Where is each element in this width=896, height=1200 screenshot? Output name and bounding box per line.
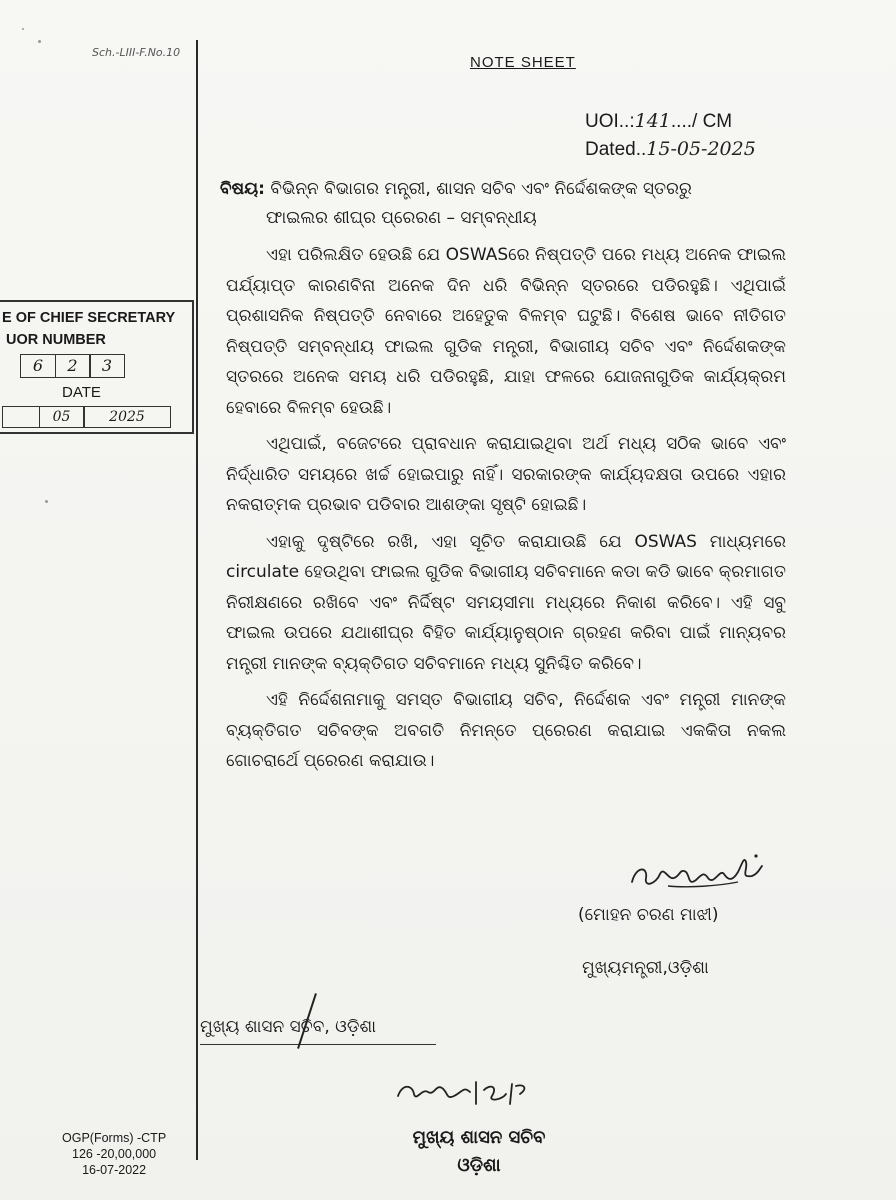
uoi-reference <box>585 110 732 133</box>
date-month-box: 05 <box>39 406 85 428</box>
addressee-underline <box>200 1044 436 1045</box>
ogp-line-3: 16-07-2022 <box>82 1163 147 1177</box>
stamp-uor-boxes <box>20 354 124 378</box>
date-year-box: 2025 <box>83 406 171 428</box>
signature-scribble-icon <box>628 848 768 896</box>
dated-prefix: Dated.. <box>585 139 647 160</box>
uoi-suffix: ..../ CM <box>670 111 733 132</box>
ogp-print-info <box>62 1130 166 1178</box>
chief-secretary-stamp <box>0 300 194 434</box>
paragraph-1: ଏହା ପରିଲକ୍ଷିତ ହେଉଛି ଯେ OSWASରେ ନିଷ୍ପତ୍ତି ପରେ ମଧ୍ୟ ଅନେକ ଫାଇଲ ପର୍ଯ୍ୟାପ୍ତ କାରଣବିନା ଅନେକ ଦିନ ଧରି ବିଭିନ୍ନ ସ୍ତରରେ ପଡିରହୁଛି। ଏଥିପାଇଁ ପ୍ରଶାସନିକ ନିଷ୍ପତ୍ତି ନେବାରେ ଅହେତୁକ ବିଳମ୍ବ ଘଟୁଛି। ବିଶେଷ ଭାବେ ନୀତିଗତ ନିଷ୍ପତ୍ତି ସମ୍ବନ୍ଧୀୟ ଫାଇଲ ଗୁଡିକ ମନ୍ତ୍ରୀ, ବିଭାଗୀୟ ସଚିବ ଏବଂ ନିର୍ଦ୍ଦେଶକଙ୍କ ସ୍ତରରେ ଅନେକ ସମୟ ଧରି ପଡିରହୁଛି, ଯାହା ଫଳରେ ଯୋଜନାଗୁଡିକ କାର୍ଯ୍ୟକ୍ରମ ହେବାରେ ବିଳମ୍ବ ହେଉଛି। <box>226 245 786 418</box>
signer-name: (ମୋହନ ଚରଣ ମାଝୀ) <box>578 905 719 925</box>
cs-title-line-1: ମୁଖ୍ୟ ଶାସନ ସଚିବ <box>412 1127 546 1148</box>
page-heading: NOTE SHEET <box>470 54 576 71</box>
scan-speck <box>22 28 24 30</box>
stamp-date-label: DATE <box>62 384 101 401</box>
dated-value: 15-05-2025 <box>646 138 756 160</box>
stamp-uor-label: UOR NUMBER <box>6 332 106 348</box>
uor-digit-box: 3 <box>89 354 125 378</box>
ogp-line-2: 126 -20,00,000 <box>72 1147 157 1161</box>
initials-scribble-icon <box>392 1074 542 1114</box>
paragraph-3: ଏହାକୁ ଦୃଷ୍ଟିରେ ରଖି, ଏହା ସୂଚିତ କରାଯାଉଛି ଯେ OSWAS ମାଧ୍ୟମରେ circulate ହେଉଥିବା ଫାଇଲ ଗୁଡିକ ବିଭାଗୀୟ ସଚିବମାନେ କଡା କଡି ଭାବେ କ୍ରମାଗତ ନିରୀକ୍ଷଣରେ ରଖିବେ ଏବଂ ନିର୍ଦ୍ଦିଷ୍ଟ ସମୟସୀମା ମଧ୍ୟରେ ନିକାଶ କରିବେ। ଏହି ସବୁ ଫାଇଲ ଉପରେ ଯଥାଶୀଘ୍ର ବିହିତ କାର୍ଯ୍ୟାନୁଷ୍ଠାନ ଗ୍ରହଣ କରିବା ପାଇଁ ମାନ୍ୟବର ମନ୍ତ୍ରୀ ମାନଙ୍କ ବ୍ୟକ୍ତିଗତ ସଚିବମାନେ ମଧ୍ୟ ସୁନିଶ୍ଚିତ କରିବେ। <box>226 531 786 674</box>
ogp-line-1: OGP(Forms) -CTP <box>62 1131 167 1145</box>
date-day-box <box>2 406 40 428</box>
subject-line-1: ବିଭିନ୍ନ ବିଭାଗର ମନ୍ତ୍ରୀ, ଶାସନ ସଚିବ ଏବଂ ନିର୍ଦ୍ଦେଶକଙ୍କ ସ୍ତରରୁ <box>270 179 692 199</box>
chief-secretary-initials <box>392 1074 542 1119</box>
subject-line-2: ଫାଇଲର ଶୀଘ୍ର ପ୍ରେରଣ – ସମ୍ବନ୍ଧୀୟ <box>266 208 537 228</box>
note-body <box>226 240 786 783</box>
paragraph-2: ଏଥିପାଇଁ, ବଜେଟରେ ପ୍ରାବଧାନ କରାଯାଇଥିବା ଅର୍ଥ ମଧ୍ୟ ସଠିକ ଭାବେ ଏବଂ ନିର୍ଦ୍ଧାରିତ ସମୟରେ ଖର୍ଚ୍ଚ ହୋଇପାରୁ ନାହିଁ। ସରକାରଙ୍କ କାର୍ଯ୍ୟଦକ୍ଷତା ଉପରେ ଏହାର ନକରାତ୍ମକ ପ୍ରଭାବ ପଡିବାର ଆଶଙ୍କା ସୃଷ୍ଟି ହୋଇଛି। <box>226 434 786 515</box>
uor-digit-box: 6 <box>20 354 56 378</box>
chief-minister-signature <box>628 848 768 900</box>
scan-speck <box>38 40 41 43</box>
dated-line <box>585 138 756 161</box>
form-number: Sch.-LIII-F.No.10 <box>92 46 181 59</box>
uoi-prefix: UOI..: <box>585 111 635 132</box>
stamp-office-line: E OF CHIEF SECRETARY <box>2 310 176 326</box>
paragraph-4: ଏହି ନିର୍ଦ୍ଦେଶନାମାକୁ ସମସ୍ତ ବିଭାଗୀୟ ସଚିବ, ନିର୍ଦ୍ଦେଶକ ଏବଂ ମନ୍ତ୍ରୀ ମାନଙ୍କ ବ୍ୟକ୍ତିଗତ ସଚିବଙ୍କ ଅବଗତି ନିମନ୍ତେ ପ୍ରେରଣ କରାଯାଇ ଏକକିତା ନକଲ ଗୋଚରାର୍ଥେ ପ୍ରେରଣ କରାଯାଉ। <box>226 690 786 771</box>
cs-title-line-2: ଓଡ଼ିଶା <box>457 1155 501 1176</box>
uoi-number: 141 <box>634 110 671 132</box>
signer-title: ମୁଖ୍ୟମନ୍ତ୍ରୀ,ଓଡ଼ିଶା <box>582 958 709 978</box>
stamp-date-boxes <box>2 406 170 428</box>
addressee-line: ମୁଖ୍ୟ ଶାସନ ସଚିବ, ଓଡ଼ିଶା <box>200 1017 376 1037</box>
chief-secretary-designation <box>394 1124 564 1180</box>
subject-block <box>220 175 800 233</box>
uor-digit-box: 2 <box>55 354 91 378</box>
scan-speck <box>45 500 48 503</box>
subject-label: ବିଷୟ: <box>220 179 265 199</box>
left-margin-line <box>196 40 198 1160</box>
